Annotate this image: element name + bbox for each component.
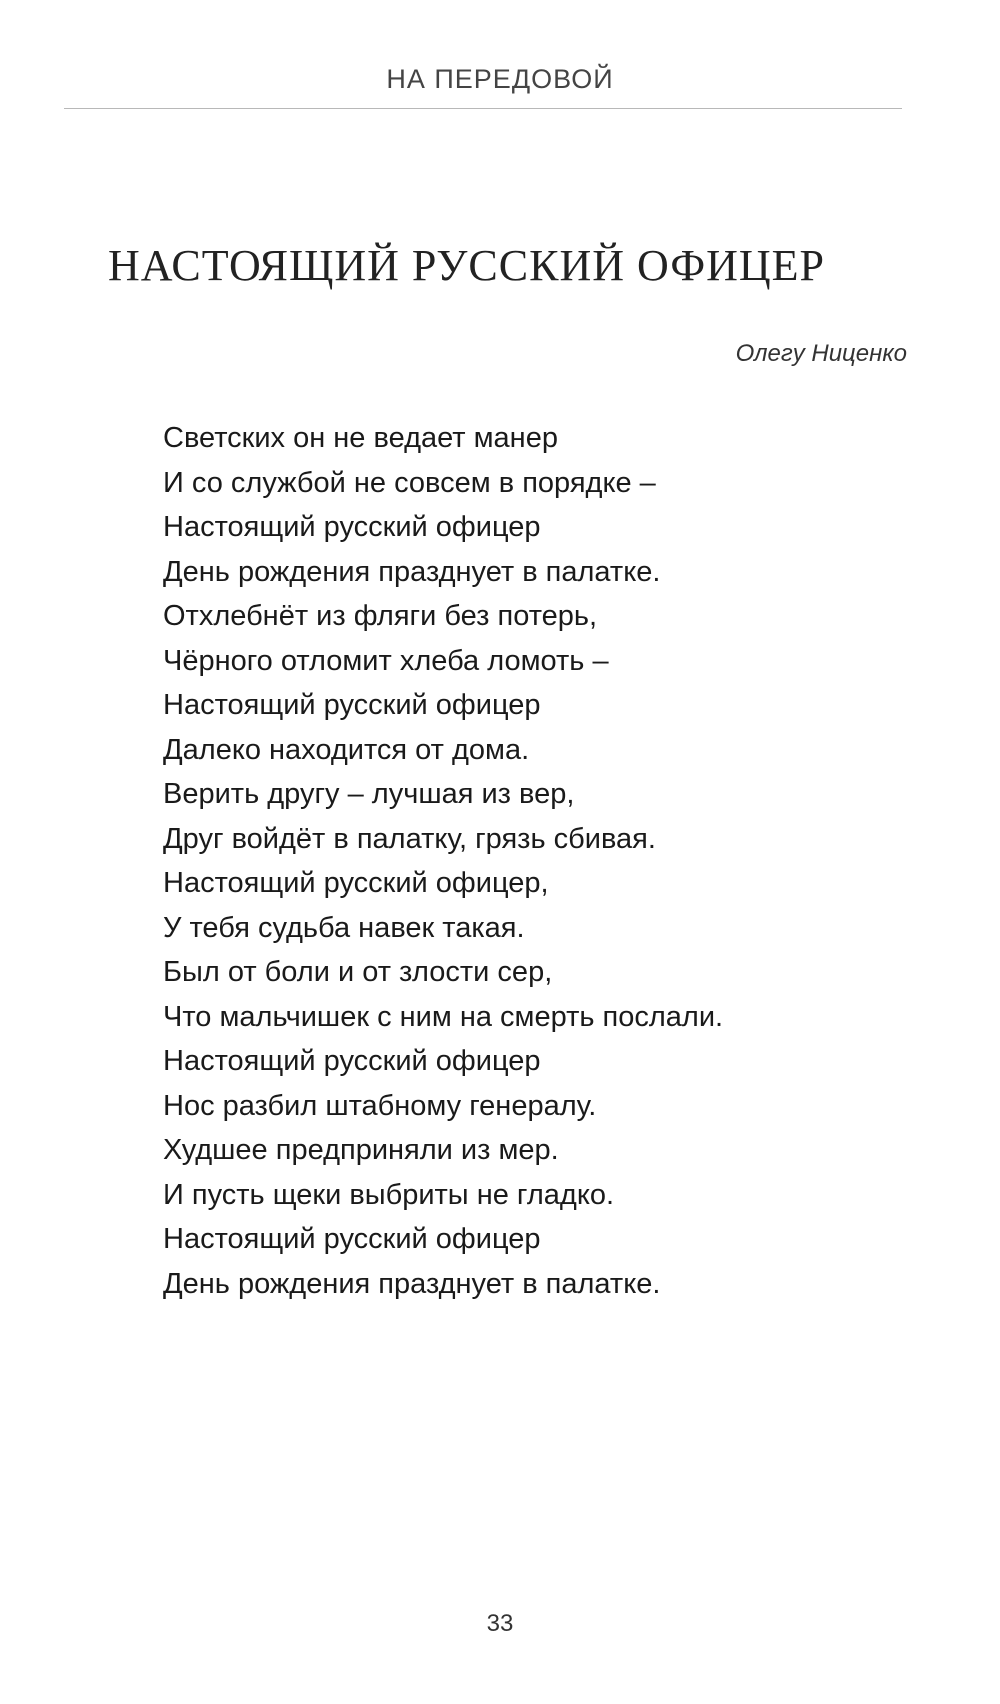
running-head: НА ПЕРЕДОВОЙ bbox=[386, 64, 614, 94]
poem-line: День рождения празднует в палатке. bbox=[163, 555, 661, 588]
poem-line: И со службой не совсем в порядке – bbox=[163, 466, 656, 499]
poem-line: Был от боли и от злости сер, bbox=[163, 956, 553, 988]
page-number: 33 bbox=[486, 1610, 514, 1637]
poem-line: Настоящий русский офицер, bbox=[163, 867, 549, 899]
poem-line: Настоящий русский офицер bbox=[163, 511, 541, 543]
poem-line: Верить другу – лучшая из вер, bbox=[163, 778, 575, 810]
poem-line: Светских он не ведает манер bbox=[163, 422, 558, 454]
poem-line: Худшее предприняли из мер. bbox=[163, 1134, 559, 1166]
poem-line: Настоящий русский офицер bbox=[163, 689, 541, 721]
dedication: Олегу Ниценко bbox=[735, 340, 907, 367]
header-divider bbox=[64, 108, 902, 109]
poem-line: У тебя судьба навек такая. bbox=[163, 911, 525, 944]
poem-line: Чёрного отломит хлеба ломоть – bbox=[163, 644, 609, 677]
poem-line: Что мальчишек с ним на смерть послали. bbox=[163, 1000, 724, 1033]
poem-line: Отхлебнёт из фляги без потерь, bbox=[163, 600, 598, 632]
poem-line: И пусть щеки выбриты не гладко. bbox=[163, 1178, 615, 1211]
poem-line: День рождения празднует в палатке. bbox=[163, 1267, 661, 1300]
poem-line: Далеко находится от дома. bbox=[163, 733, 530, 766]
poem-line: Настоящий русский офицер bbox=[163, 1223, 541, 1255]
poem-line: Настоящий русский офицер bbox=[163, 1045, 541, 1077]
poem-title: НАСТОЯЩИЙ РУССКИЙ ОФИЦЕР bbox=[108, 241, 825, 290]
poem-line: Друг войдёт в палатку, грязь сбивая. bbox=[163, 822, 656, 855]
poem-line: Нос разбил штабному генералу. bbox=[163, 1089, 597, 1122]
poem-body bbox=[163, 416, 723, 1306]
